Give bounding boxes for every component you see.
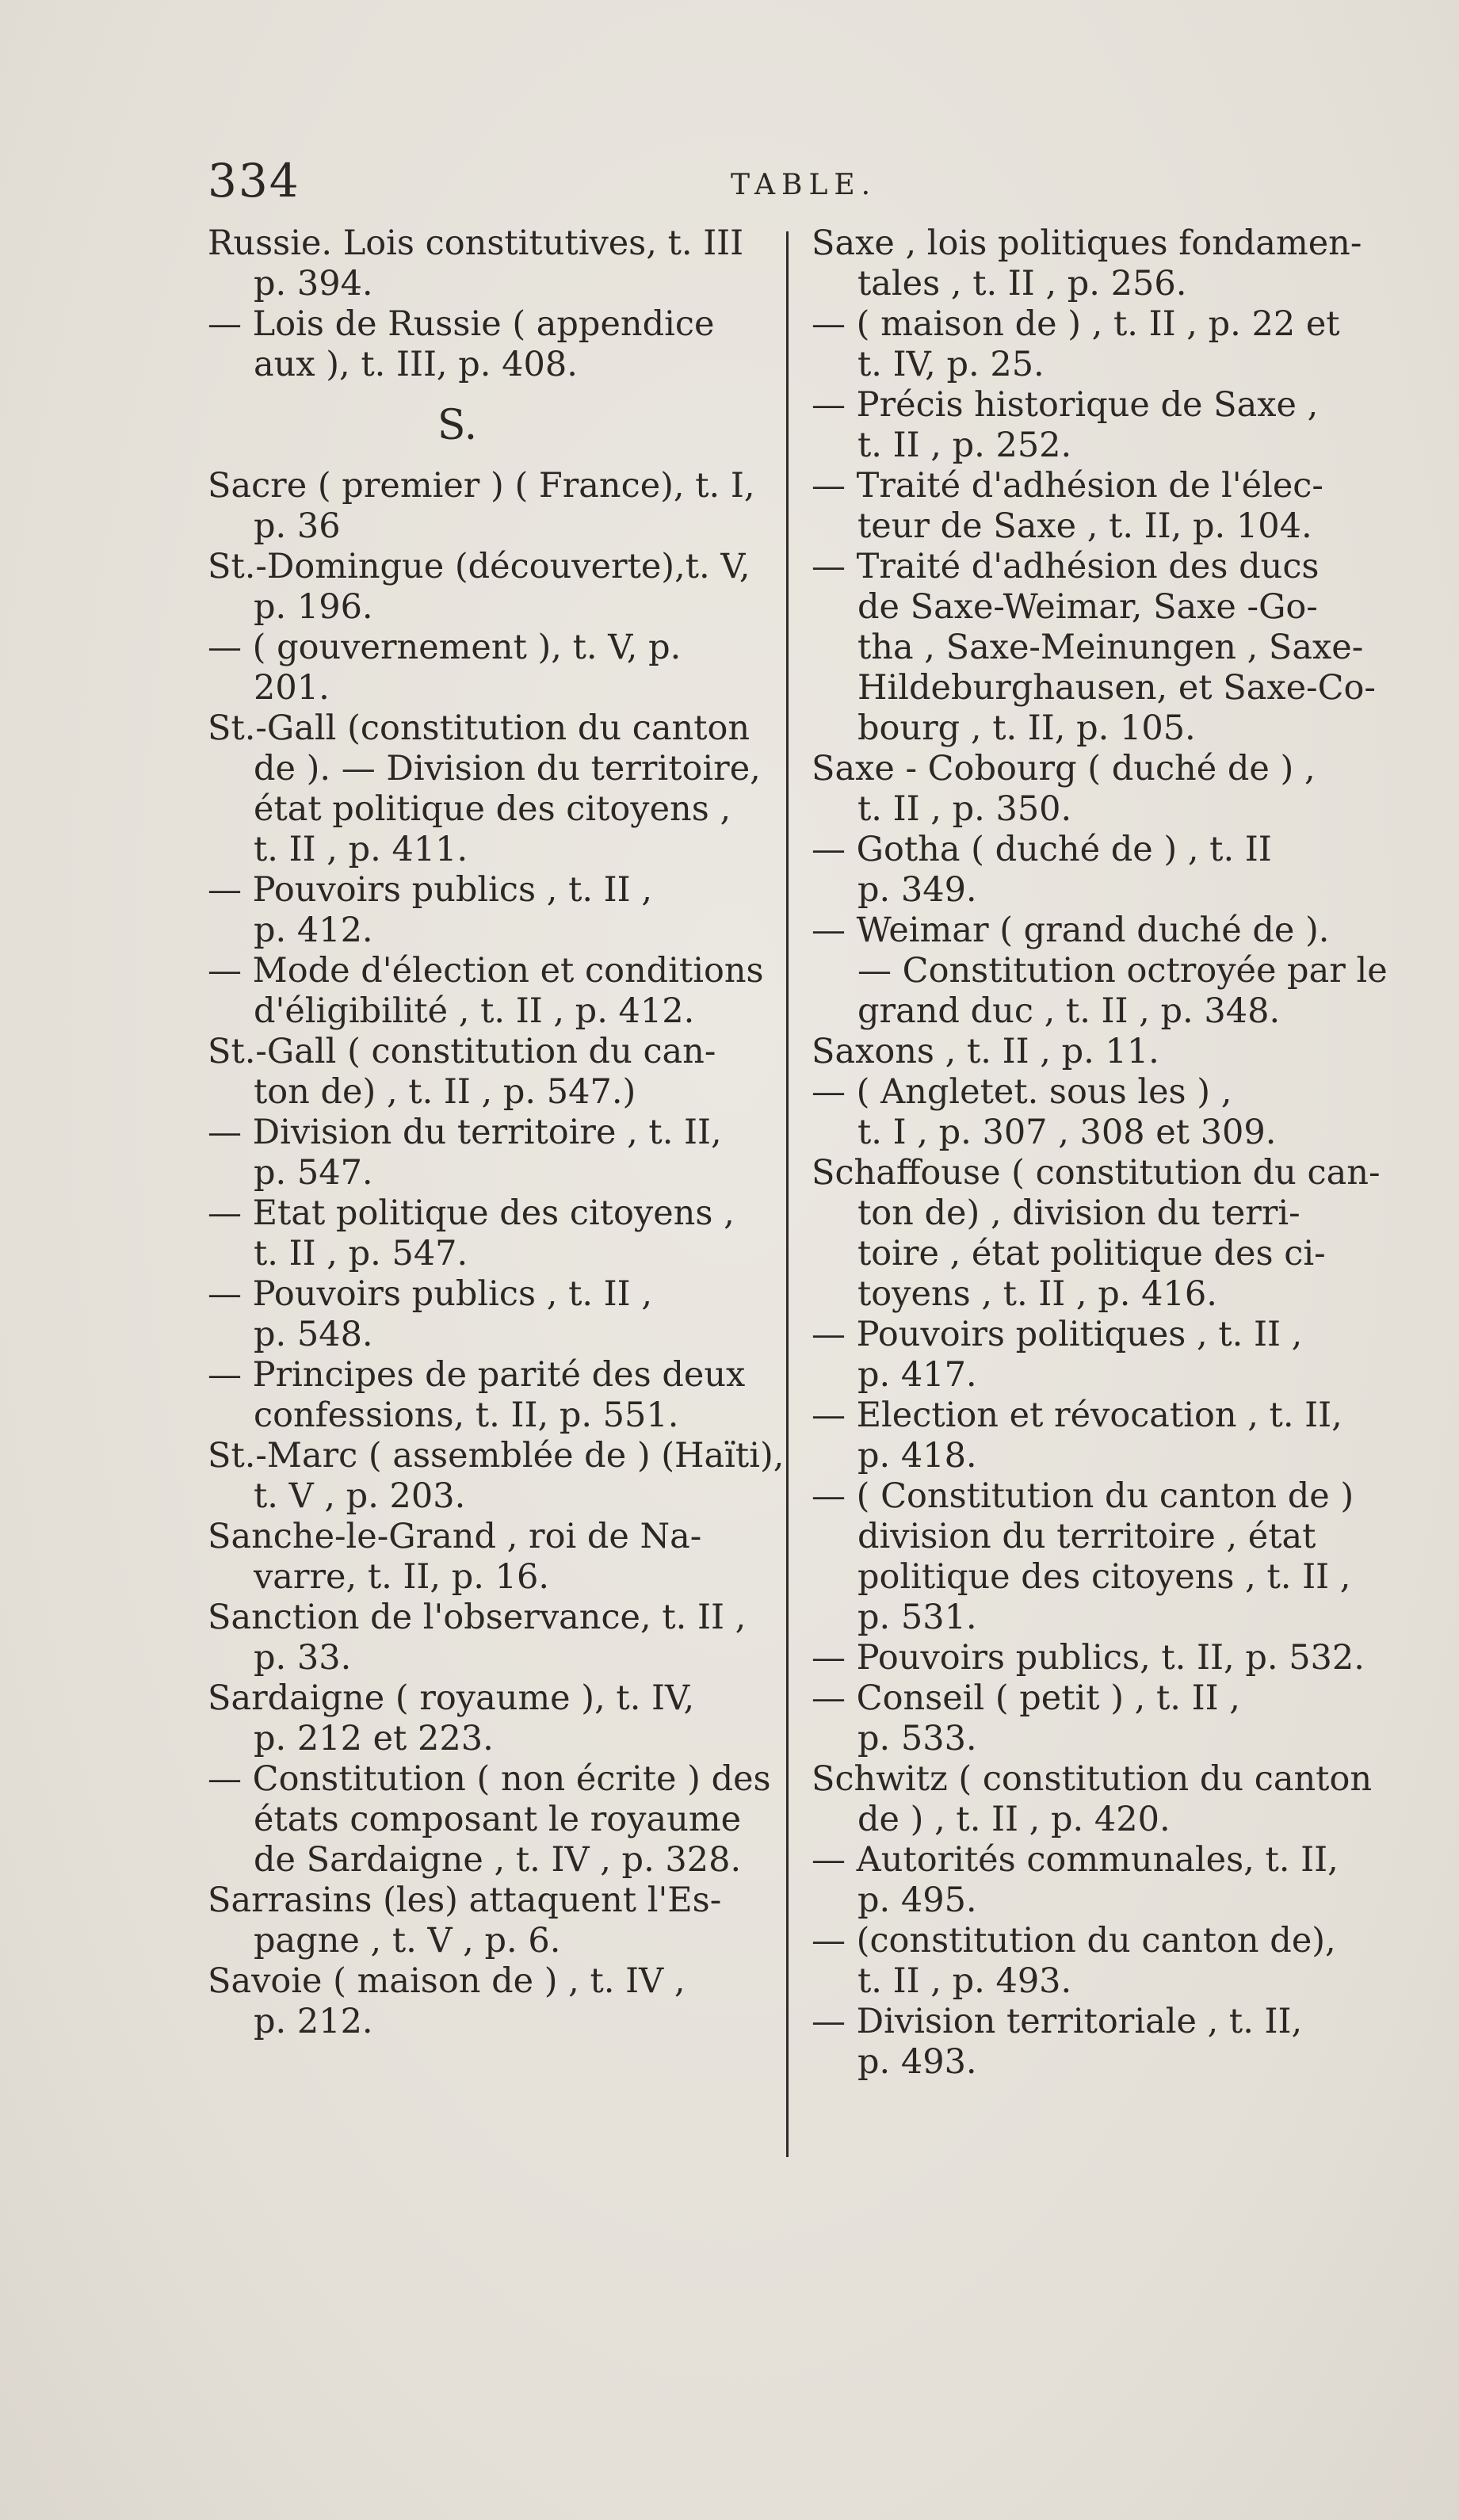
index-entry <box>812 547 1376 749</box>
index-entry-line: — Principes de parité des deux <box>208 1355 746 1395</box>
index-entry-line: p. 33. <box>254 1638 352 1678</box>
index-entry-line: p. 36 <box>254 506 341 546</box>
index-entry <box>208 223 762 304</box>
index-entry-line: — ( Angletet. sous les ) , <box>812 1072 1232 1112</box>
index-entry-line: Sacre ( premier ) ( France), t. I, <box>208 466 755 506</box>
index-entry-line: — ( gouvernement ), t. V, p. <box>208 628 682 667</box>
index-entry-line: confessions, t. II, p. 551. <box>254 1396 679 1435</box>
index-entry-line: Sanche-le-Grand , roi de Na- <box>208 1517 702 1556</box>
index-entry-line: aux ), t. III, p. 408. <box>254 345 578 384</box>
index-entry <box>812 1072 1366 1153</box>
index-entry-line: — Traité d'adhésion des ducs <box>812 547 1320 586</box>
index-entry <box>812 1840 1366 1921</box>
index-entry-line: varre, t. II, p. 16. <box>254 1557 549 1597</box>
index-column-right <box>812 223 1388 2083</box>
index-entry <box>208 1517 762 1598</box>
index-entry-line: St.-Domingue (découverte),t. V, <box>208 547 751 586</box>
index-entry-line: p. 394. <box>254 264 373 304</box>
index-entry <box>812 830 1366 911</box>
page-number: 334 <box>208 154 300 208</box>
index-entry <box>208 547 762 628</box>
index-entry-line: — Election et révocation , t. II, <box>812 1396 1343 1435</box>
index-entry-line: division du territoire , état <box>857 1517 1316 1556</box>
index-entry-line: p. 212 et 223. <box>254 1719 494 1758</box>
index-entry-line: états composant le royaume <box>254 1800 742 1839</box>
index-entry-line: t. II , p. 252. <box>857 426 1072 465</box>
index-entry-line: grand duc , t. II , p. 348. <box>857 991 1281 1031</box>
running-title: TABLE. <box>731 169 877 201</box>
index-entry-line: — Pouvoirs politiques , t. II , <box>812 1315 1303 1354</box>
index-entry-line: St.-Gall ( constitution du can- <box>208 1032 716 1071</box>
index-entry-line: — Pouvoirs publics , t. II , <box>208 1274 652 1314</box>
index-entry-line: p. 418. <box>857 1436 977 1476</box>
index-entry <box>208 1598 762 1678</box>
index-entry-line: p. 349. <box>857 870 977 910</box>
index-entry-line: d'éligibilité , t. II , p. 412. <box>254 991 695 1031</box>
index-entry-line: de ) , t. II , p. 420. <box>857 1800 1171 1839</box>
index-entry-line: — Lois de Russie ( appendice <box>208 304 715 344</box>
index-entry-line: — Mode d'élection et conditions <box>208 951 764 991</box>
index-entry <box>208 1436 785 1517</box>
index-entry-line: Schaffouse ( constitution du can- <box>812 1153 1381 1193</box>
index-entry <box>208 1113 762 1193</box>
index-entry-line: Sanction de l'observance, t. II , <box>208 1598 747 1637</box>
index-entry-line: — Traité d'adhésion de l'élec- <box>812 466 1323 506</box>
index-entry-line: — Weimar ( grand duché de ). <box>812 911 1330 950</box>
index-entry-line: t. IV, p. 25. <box>857 345 1045 384</box>
index-entry-line: teur de Saxe , t. II, p. 104. <box>857 506 1312 546</box>
index-entry-line: état politique des citoyens , <box>254 789 731 829</box>
index-entry-line: — Autorités communales, t. II, <box>812 1840 1339 1880</box>
index-entry-line: Sardaigne ( royaume ), t. IV, <box>208 1678 695 1718</box>
index-entry-line: p. 196. <box>254 587 373 627</box>
index-entry-line: p. 212. <box>254 2002 373 2041</box>
index-entry-line: p. 493. <box>857 2042 977 2082</box>
index-entry-line: t. V , p. 203. <box>254 1476 466 1516</box>
index-entry-line: p. 531. <box>857 1598 977 1637</box>
index-entry-line: politique des citoyens , t. II , <box>857 1557 1351 1597</box>
index-entry-line: Saxe , lois politiques fondamen- <box>812 223 1362 263</box>
index-entry-line: tha , Saxe-Meinungen , Saxe- <box>857 628 1364 667</box>
index-entry <box>812 1315 1366 1396</box>
index-entry-line: Saxe - Cobourg ( duché de ) , <box>812 749 1316 788</box>
index-entry-line: — Constitution ( non écrite ) des <box>208 1759 771 1799</box>
index-entry-line: St.-Gall (constitution du canton <box>208 708 751 748</box>
index-entry <box>812 749 1366 830</box>
index-entry <box>208 951 762 1032</box>
index-entry-line: — Division territoriale , t. II, <box>812 2002 1303 2041</box>
index-entry-line: Hildeburghausen, et Saxe-Co- <box>857 668 1376 708</box>
index-entry-line: — Division du territoire , t. II, <box>208 1113 722 1152</box>
index-entry-line: Sarrasins (les) attaquent l'Es- <box>208 1880 722 1920</box>
index-entry-line: de Saxe-Weimar, Saxe -Go- <box>857 587 1318 627</box>
index-column-left <box>208 223 785 2042</box>
index-entry <box>208 1961 762 2042</box>
index-entry <box>208 1032 762 1113</box>
index-entry-line: Russie. Lois constitutives, t. III <box>208 223 744 263</box>
index-entry-line: — Pouvoirs publics, t. II, p. 532. <box>812 1638 1365 1678</box>
index-entry <box>208 1880 762 1961</box>
index-entry-line: p. 495. <box>857 1880 977 1920</box>
index-entry-line: — Conseil ( petit ) , t. II , <box>812 1678 1240 1718</box>
index-entry-line: t. II , p. 493. <box>857 1961 1072 2001</box>
index-entry-line: t. I , p. 307 , 308 et 309. <box>857 1113 1277 1152</box>
index-entry <box>812 1638 1366 1678</box>
index-entry-line: t. II , p. 350. <box>857 789 1072 829</box>
index-entry <box>812 304 1366 385</box>
index-entry-line: t. II , p. 411. <box>254 830 468 869</box>
index-entry-line: Saxons , t. II , p. 11. <box>812 1032 1159 1071</box>
running-head <box>208 155 1341 211</box>
index-entry-line: — Gotha ( duché de ) , t. II <box>812 830 1272 869</box>
index-entry-line: — (constitution du canton de), <box>812 1921 1336 1961</box>
index-entry-line: — Pouvoirs publics , t. II , <box>208 870 652 910</box>
index-entry <box>812 385 1366 466</box>
index-entry <box>812 911 1388 1032</box>
index-entry <box>812 1678 1366 1759</box>
index-entry-line: — Constitution octroyée par le <box>857 951 1388 991</box>
index-entry-line: — ( Constitution du canton de ) <box>812 1476 1354 1516</box>
section-letter-text: S. <box>437 402 478 449</box>
index-entry-line: toyens , t. II , p. 416. <box>857 1274 1217 1314</box>
index-entry <box>812 1396 1366 1476</box>
index-entry-line: p. 417. <box>857 1355 977 1395</box>
index-entry-line: toire , état politique des ci- <box>857 1234 1326 1273</box>
index-entry <box>208 304 762 385</box>
index-entry-line: tales , t. II , p. 256. <box>857 264 1187 304</box>
index-entry-line: p. 533. <box>857 1719 977 1758</box>
index-entry <box>208 1193 762 1274</box>
index-entry <box>208 628 762 708</box>
index-entry-line: — Précis historique de Saxe , <box>812 385 1319 425</box>
index-entry <box>812 1476 1366 1638</box>
index-entry <box>208 1678 762 1759</box>
index-entry-line: p. 548. <box>254 1315 373 1354</box>
index-entry-line: Schwitz ( constitution du canton <box>812 1759 1373 1799</box>
index-entry-line: t. II , p. 547. <box>254 1234 468 1273</box>
index-entry <box>208 466 762 547</box>
index-entry <box>208 870 762 951</box>
index-entry-line: — Etat politique des citoyens , <box>208 1193 735 1233</box>
index-entry <box>812 1032 1366 1072</box>
column-divider <box>786 231 789 2157</box>
index-entry-line: — ( maison de ) , t. II , p. 22 et <box>812 304 1340 344</box>
index-entry <box>812 223 1366 304</box>
index-entry <box>812 466 1366 547</box>
index-entry-line: ton de) , t. II , p. 547.) <box>254 1072 636 1112</box>
index-entry-line: Savoie ( maison de ) , t. IV , <box>208 1961 686 2001</box>
index-entry-line: ton de) , division du terri- <box>857 1193 1300 1233</box>
index-entry <box>812 1153 1381 1315</box>
index-entry-line: pagne , t. V , p. 6. <box>254 1921 561 1961</box>
index-entry <box>208 1759 771 1880</box>
index-entry-line: St.-Marc ( assemblée de ) (Haïti), <box>208 1436 785 1476</box>
index-entry-line: p. 547. <box>254 1153 373 1193</box>
index-entry <box>812 1759 1373 1840</box>
index-entry <box>812 1921 1366 2002</box>
index-entry <box>208 708 762 870</box>
index-entry-line: p. 412. <box>254 911 373 950</box>
section-letter <box>208 385 762 466</box>
index-entry-line: bourg , t. II, p. 105. <box>857 708 1196 748</box>
index-entry <box>208 1274 762 1355</box>
index-entry-line: de Sardaigne , t. IV , p. 328. <box>254 1840 742 1880</box>
index-entry-line: de ). — Division du territoire, <box>254 749 761 788</box>
index-entry <box>208 1355 762 1436</box>
index-entry <box>812 2002 1366 2083</box>
index-entry-line: 201. <box>254 668 330 708</box>
